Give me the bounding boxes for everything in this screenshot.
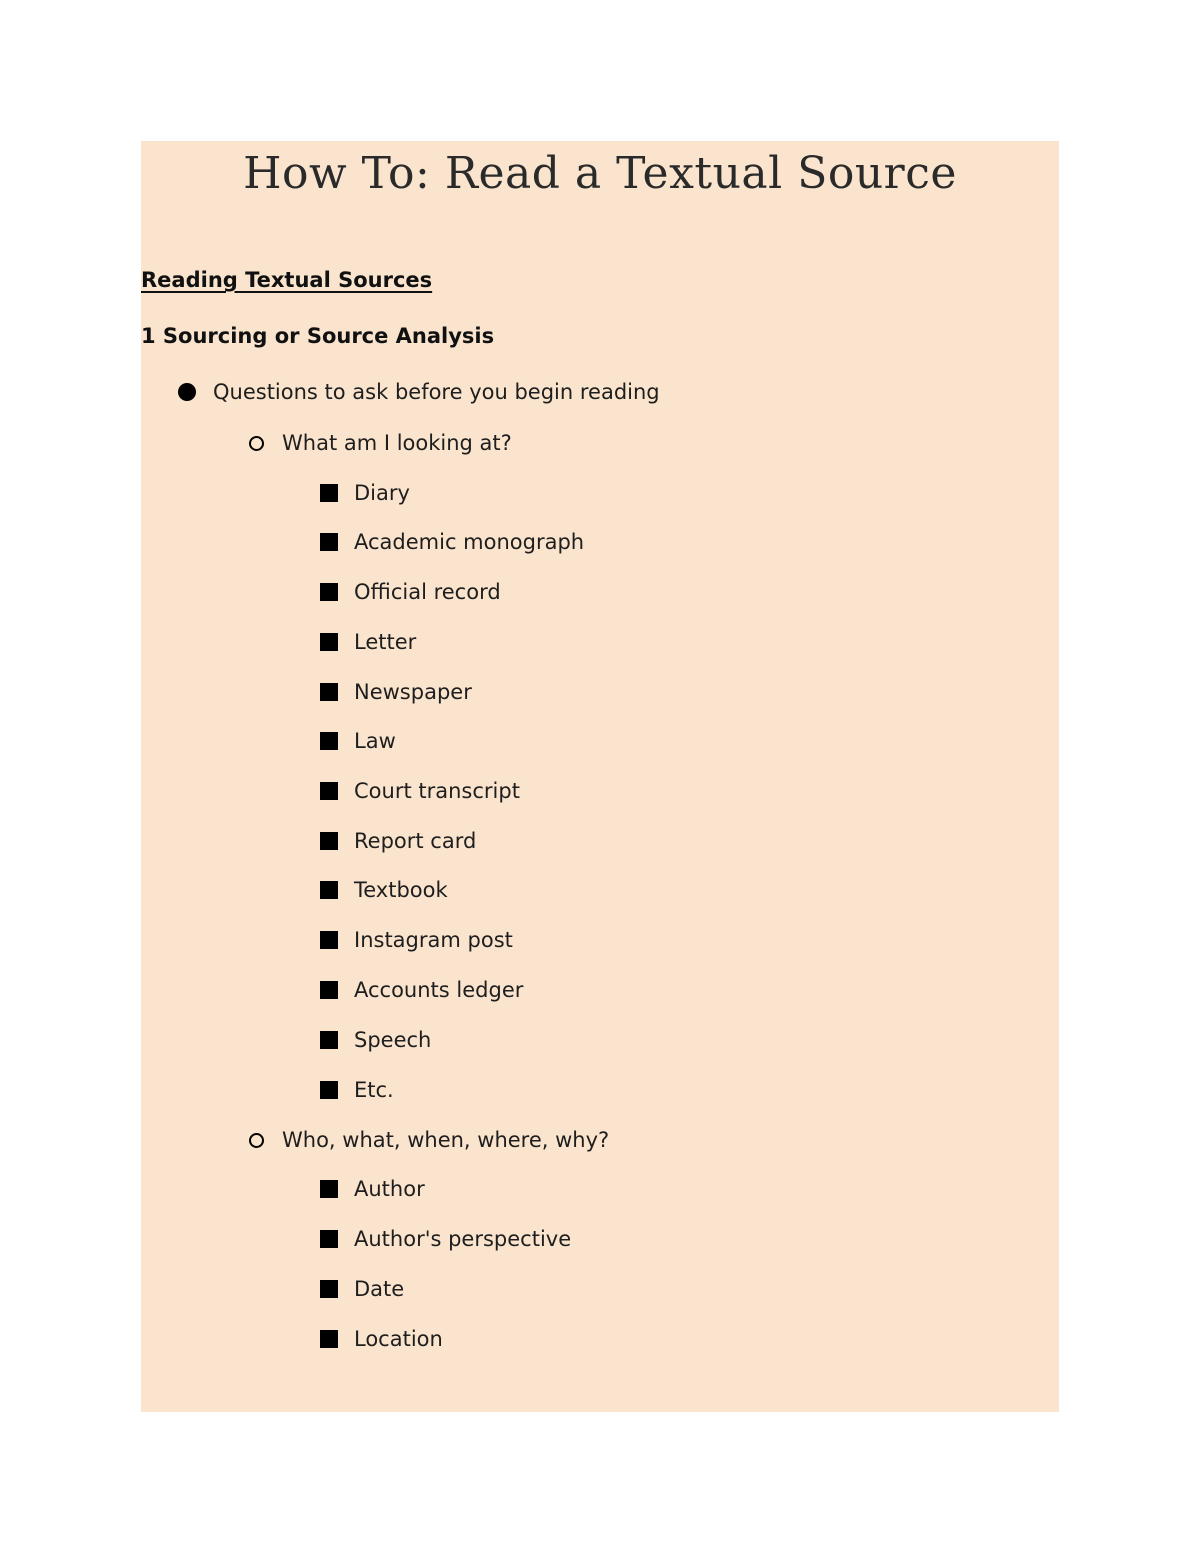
square-bullet-icon: [320, 1280, 338, 1298]
list-item-text: Accounts ledger: [354, 978, 524, 1002]
square-bullet-icon: [320, 683, 338, 701]
list-item-text: Who, what, when, where, why?: [282, 1128, 610, 1152]
square-bullet-icon: [320, 1330, 338, 1348]
list-item-level3: [320, 677, 472, 707]
square-bullet-icon: [320, 633, 338, 651]
list-item-level3: [320, 527, 584, 557]
list-item-text: Author: [354, 1177, 425, 1201]
list-item-level3: [320, 478, 410, 508]
square-bullet-icon: [320, 981, 338, 999]
subsection-heading: 1 Sourcing or Source Analysis: [141, 324, 495, 348]
circle-bullet-icon: [249, 436, 264, 451]
list-item-text: Date: [354, 1277, 405, 1301]
list-item-level3: [320, 925, 513, 955]
circle-bullet-icon: [249, 1133, 264, 1148]
list-item-level3: [320, 1224, 571, 1254]
square-bullet-icon: [320, 881, 338, 899]
list-item-text: Textbook: [354, 878, 448, 902]
square-bullet-icon: [320, 732, 338, 750]
disc-bullet-icon: [178, 383, 196, 401]
square-bullet-icon: [320, 1081, 338, 1099]
square-bullet-icon: [320, 1180, 338, 1198]
list-item-level3: [320, 875, 448, 905]
list-item-text: Official record: [354, 580, 501, 604]
list-item-level2: [249, 1125, 609, 1155]
list-item-text: Questions to ask before you begin reading: [213, 380, 660, 404]
square-bullet-icon: [320, 931, 338, 949]
square-bullet-icon: [320, 1031, 338, 1049]
list-item-text: Newspaper: [354, 680, 472, 704]
list-item-text: Location: [354, 1327, 443, 1351]
list-item-level1: [178, 377, 660, 407]
list-item-level3: [320, 627, 416, 657]
list-item-level3: [320, 1324, 443, 1354]
list-item-level3: [320, 1075, 394, 1105]
list-item-text: Diary: [354, 481, 410, 505]
square-bullet-icon: [320, 533, 338, 551]
list-item-level3: [320, 1274, 404, 1304]
list-item-text: Letter: [354, 630, 417, 654]
section-heading: Reading Textual Sources: [141, 268, 433, 292]
list-item-text: Speech: [354, 1028, 432, 1052]
list-item-text: What am I looking at?: [282, 431, 512, 455]
list-item-level3: [320, 1025, 431, 1055]
list-item-text: Court transcript: [354, 779, 520, 803]
list-item-level3: [320, 975, 523, 1005]
list-item-text: Law: [354, 729, 396, 753]
square-bullet-icon: [320, 583, 338, 601]
list-item-text: Author's perspective: [354, 1227, 572, 1251]
list-item-level3: [320, 1174, 425, 1204]
square-bullet-icon: [320, 1230, 338, 1248]
list-item-level3: [320, 826, 476, 856]
square-bullet-icon: [320, 782, 338, 800]
list-item-text: Etc.: [354, 1078, 394, 1102]
list-item-text: Academic monograph: [354, 530, 585, 554]
list-item-text: Report card: [354, 829, 477, 853]
list-item-level2: [249, 428, 512, 458]
list-item-level3: [320, 577, 501, 607]
square-bullet-icon: [320, 832, 338, 850]
list-item-level3: [320, 776, 520, 806]
square-bullet-icon: [320, 484, 338, 502]
page-title: How To: Read a Textual Source: [243, 148, 957, 199]
list-item-text: Instagram post: [354, 928, 513, 952]
list-item-level3: [320, 726, 396, 756]
